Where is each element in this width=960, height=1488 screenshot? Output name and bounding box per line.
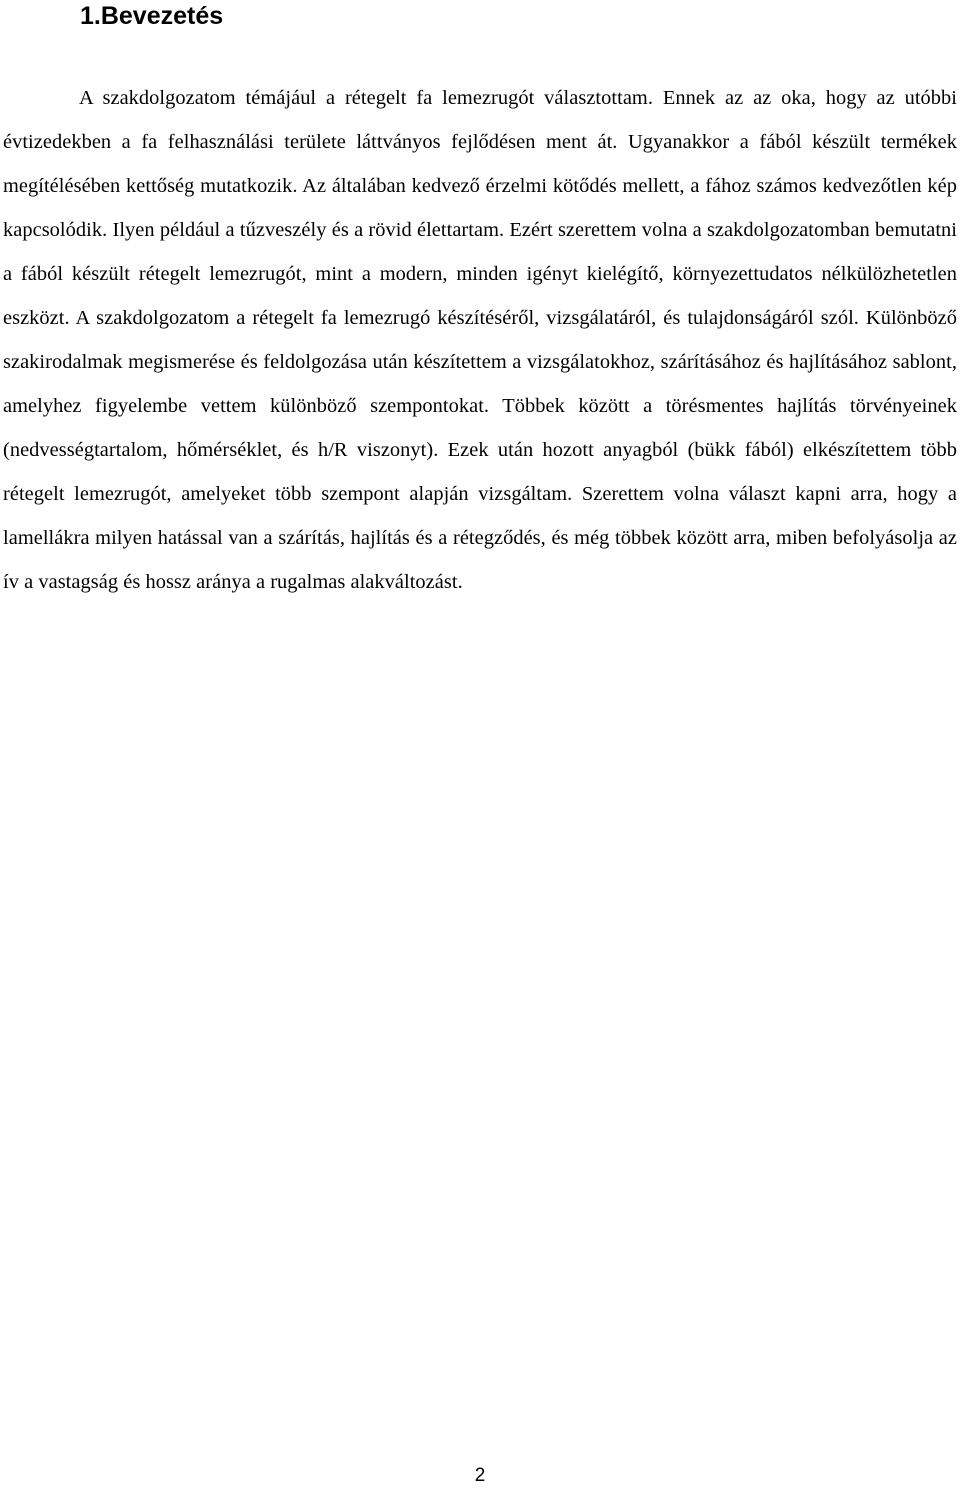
section-heading: 1.Bevezetés — [80, 2, 224, 30]
introduction-paragraph: A szakdolgozatom témájául a rétegelt fa lemezrugót választottam. Ennek az az oka, hogy az utóbbi évtizedekben a fa felhasználási területe láttványos fejlődésen ment át. Ugyanakkor a fából készült termékek megítélésében kettőség mutatkozik. Az általában kedvező érzelmi kötődés mellett, a fához számos kedvezőtlen kép kapcsolódik. Ilyen például a tűzveszély és a rövid élettartam. Ezért szerettem volna a szakdolgozatomban bemutatni a fából készült rétegelt lemezrugót, mint a modern, minden igényt kielégítő, környezettudatos nélkülözhetetlen eszközt. A szakdolgozatom a rétegelt fa lemezrugó készítéséről, vizsgálatáról, és tulajdonságáról szól. Különböző szakirodalmak megismerése és feldolgozása után készítettem a vizsgálatokhoz, szárításához és hajlításához sablont, amelyhez figyelembe vettem különböző szempontokat. Többek között a törésmentes hajlítás törvényeinek (nedvességtartalom, hőmérséklet, és h/R viszonyt). Ezek után hozott anyagból (bükk fából) elkészítettem több rétegelt lemezrugót, amelyeket több szempont alapján vizsgáltam. Szerettem volna választ kapni arra, hogy a lamellákra milyen hatással van a szárítás, hajlítás és a rétegződés, és még többek között arra, miben befolyásolja az ív a vastagság és hossz aránya a rugalmas alakváltozást. — [3, 87, 957, 593]
page-number: 2 — [474, 1465, 486, 1486]
